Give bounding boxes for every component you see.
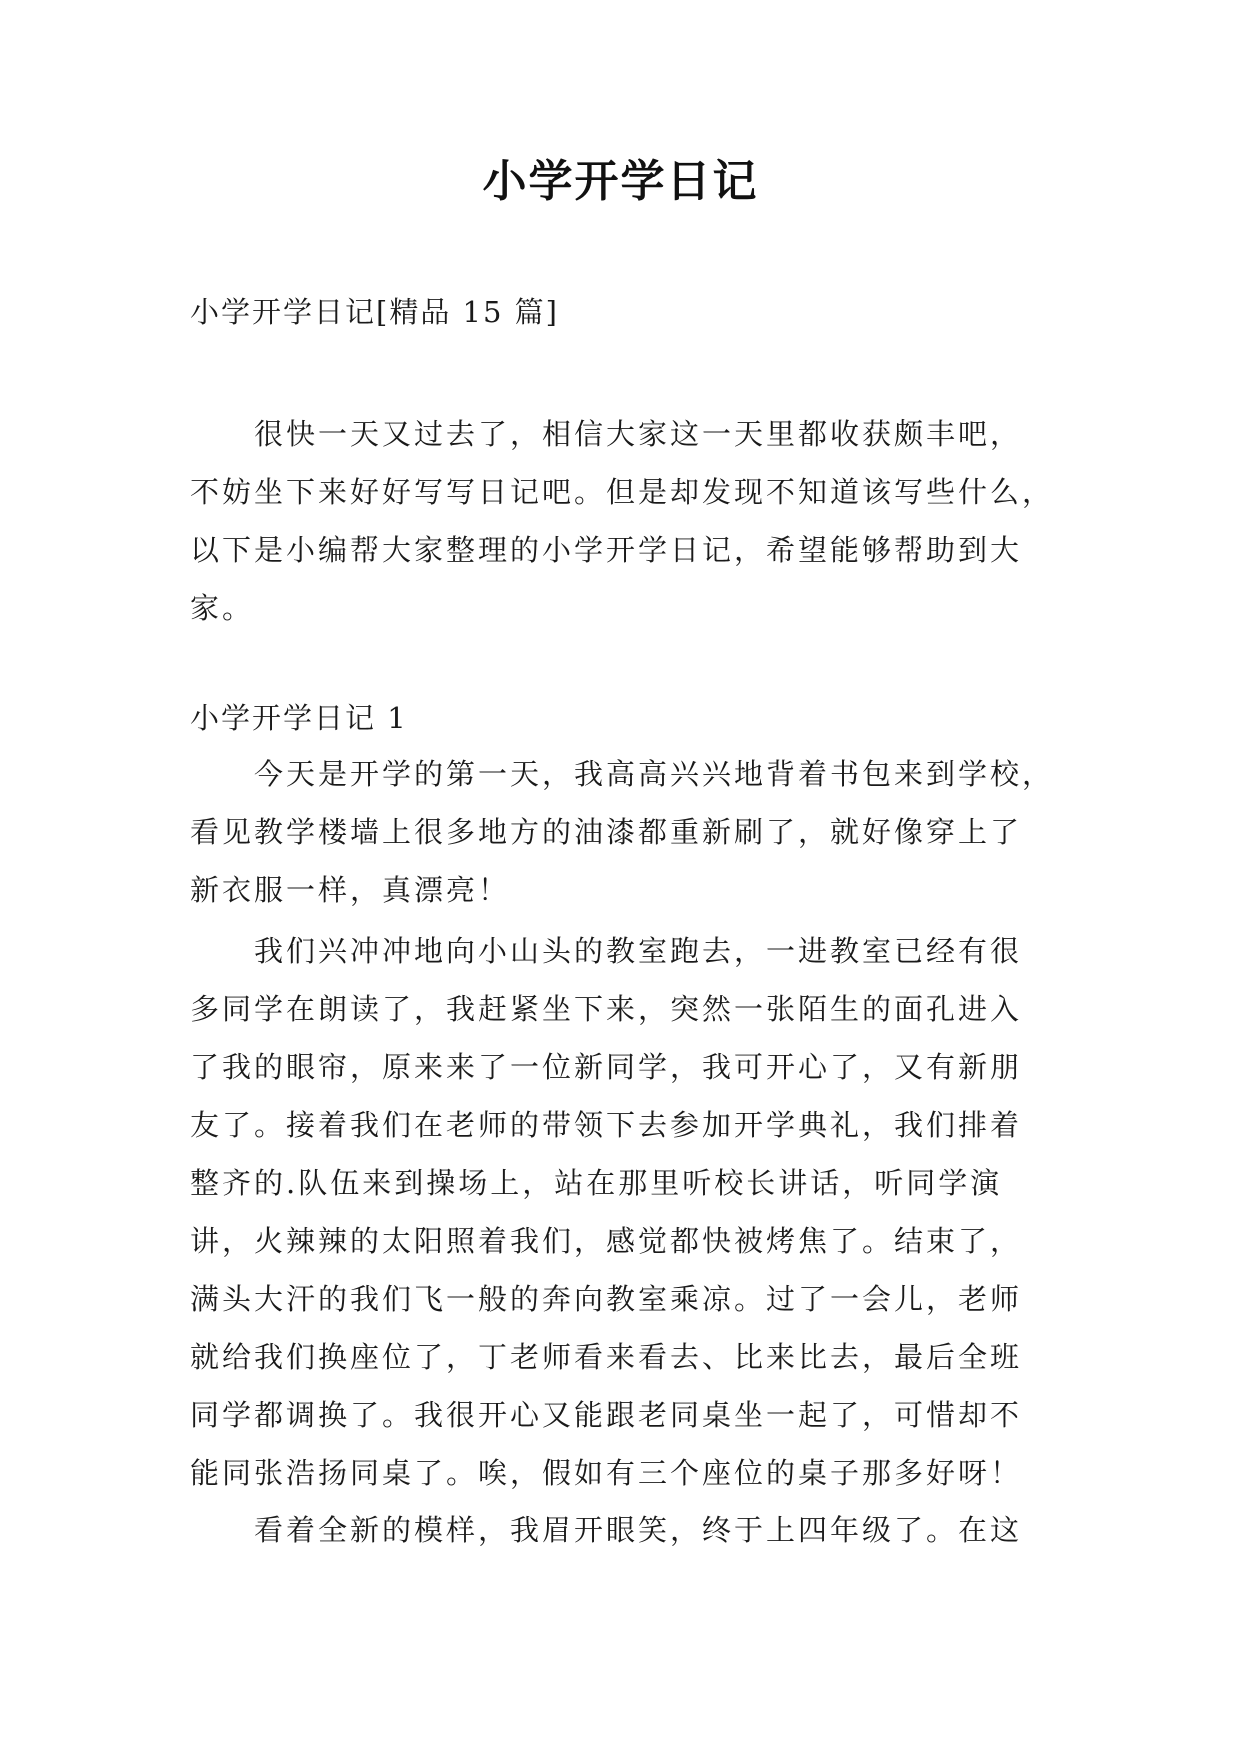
paragraph-line: 今天是开学的第一天，我高高兴兴地背着书包来到学校， bbox=[254, 757, 1055, 791]
paragraph-line: 看见教学楼墙上很多地方的油漆都重新刷了，就好像穿上了 bbox=[190, 815, 1023, 849]
intro-line: 很快一天又过去了，相信大家这一天里都收获颇丰吧， bbox=[254, 417, 1023, 451]
paragraph-line: 了我的眼帘，原来来了一位新同学，我可开心了，又有新朋 bbox=[190, 1050, 1023, 1084]
diary-paragraph-2 bbox=[190, 922, 1070, 1502]
paragraph-line: 就给我们换座位了，丁老师看来看去、比来比去，最后全班 bbox=[190, 1340, 1023, 1374]
paragraph-line: 能同张浩扬同桌了。唉，假如有三个座位的桌子那多好呀！ bbox=[190, 1456, 1023, 1490]
paragraph-line: 同学都调换了。我很开心又能跟老同桌坐一起了，可惜却不 bbox=[190, 1398, 1023, 1432]
intro-line: 以下是小编帮大家整理的小学开学日记，希望能够帮助到大 bbox=[190, 533, 1023, 567]
document-subtitle: 小学开学日记[精品 15 篇] bbox=[190, 295, 559, 329]
intro-paragraph bbox=[190, 405, 1070, 637]
paragraph-line: 友了。接着我们在老师的带领下去参加开学典礼，我们排着 bbox=[190, 1108, 1023, 1142]
diary-paragraph-3 bbox=[190, 1501, 1070, 1559]
paragraph-line: 满头大汗的我们飞一般的奔向教室乘凉。过了一会儿，老师 bbox=[190, 1282, 1023, 1316]
section-heading: 小学开学日记 1 bbox=[190, 701, 408, 735]
paragraph-line: 我们兴冲冲地向小山头的教室跑去，一进教室已经有很 bbox=[254, 934, 1023, 968]
diary-paragraph-1 bbox=[190, 745, 1070, 919]
intro-line: 不妨坐下来好好写写日记吧。但是却发现不知道该写些什么， bbox=[190, 475, 1055, 509]
paragraph-line: 讲，火辣辣的太阳照着我们，感觉都快被烤焦了。结束了， bbox=[190, 1224, 1023, 1258]
paragraph-line: 多同学在朗读了，我赶紧坐下来，突然一张陌生的面孔进入 bbox=[190, 992, 1023, 1026]
paragraph-line: 整齐的.队伍来到操场上，站在那里听校长讲话，听同学演 bbox=[190, 1166, 1003, 1200]
intro-line: 家。 bbox=[190, 591, 255, 625]
paragraph-line: 新衣服一样，真漂亮！ bbox=[190, 873, 511, 907]
document-title: 小学开学日记 bbox=[482, 156, 759, 207]
paragraph-line: 看着全新的模样，我眉开眼笑，终于上四年级了。在这 bbox=[254, 1513, 1023, 1547]
